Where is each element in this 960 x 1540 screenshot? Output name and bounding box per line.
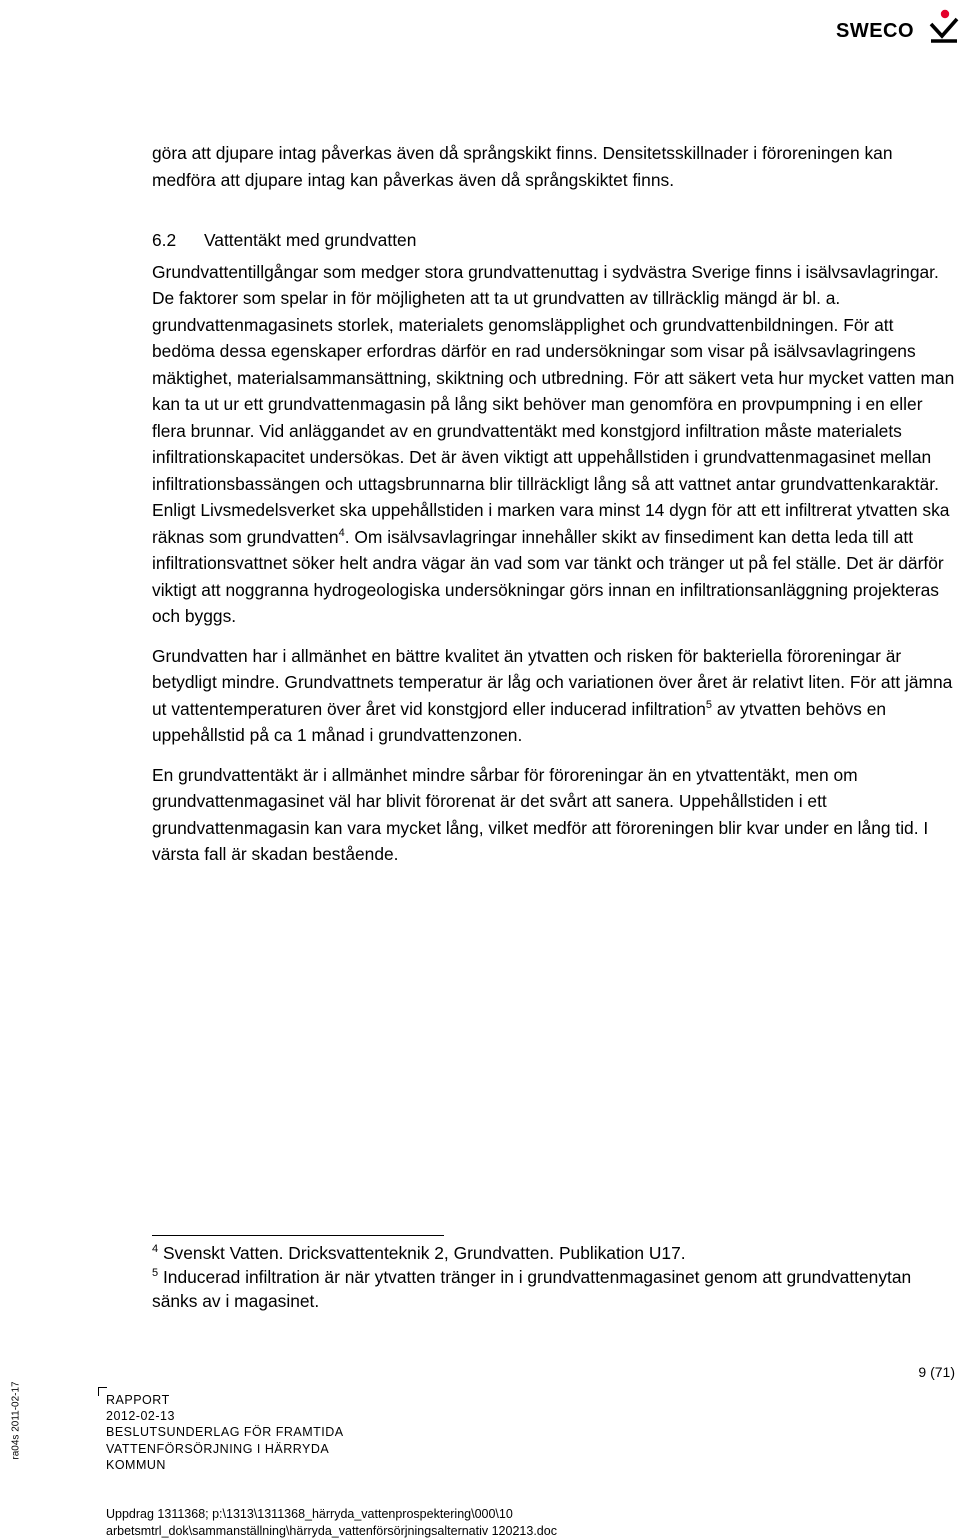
doc-title-line: KOMMUN (106, 1457, 166, 1472)
footnote-item (152, 1241, 912, 1265)
file-path-line: Uppdrag 1311368; p:\1313\1311368_härryda_vattenprospektering\000\10 (106, 1507, 513, 1521)
paragraph-text: av ytvatten behövs en uppehållstid på ca 1 månad i grundvattenzonen. (152, 698, 887, 745)
paragraph-vulnerability: En grundvattentäkt är i allmänhet mindre sårbar för föroreningar än en ytvattentäkt, men om grundvattenmagasinet väl har blivit förorenat är det svårt att sanera. Uppehållstiden i ett grundvattenmagasin kan vara mycket lång, vilket medför att föroreningen blir kvar under en lång tid. I värsta fall är skadan bestående. (152, 764, 929, 864)
paragraph-intro: göra att djupare intag påverkas även då språngskikt finns. Densitetsskillnader i föroreningen kan medföra att djupare intag kan påverkas även då språngskiktet finns. (152, 143, 893, 190)
document-meta (106, 1392, 344, 1473)
paragraph-groundwater (152, 259, 960, 630)
body-text (152, 140, 960, 868)
doc-title-line: BESLUTSUNDERLAG FÖR FRAMTIDA (106, 1425, 344, 1440)
template-code: ra04s 2011-02-17 (10, 1381, 22, 1460)
logo-text: SWECO (836, 20, 915, 42)
footnote-ref-4[interactable]: 4 (338, 526, 345, 539)
file-path (106, 1506, 557, 1539)
doc-date: 2012-02-13 (106, 1409, 175, 1424)
paragraph-text: Grundvatten har i allmänhet en bättre kvalitet än ytvatten och risken för bakteriella föroreningar är betydligt mindre. Grundvattnets temperatur är låg och variationen över året är relativt liten. För att jämna ut vattentemperaturen över året vid konstgjord eller inducerad infiltration (152, 645, 953, 719)
file-path-line: arbetsmtrl_dok\sammanställning\härryda_vattenförsörjningsalternativ 120213.doc (106, 1523, 557, 1538)
footnote-divider (152, 1235, 444, 1236)
section-title: Vattentäkt med grundvatten (204, 230, 417, 250)
paragraph-text: . Om isälvsavlagringar innehåller skikt av finsediment kan detta leda till att infiltrationsvattnet söker helt andra vägar än vad som var tänkt och tränger ut på fel ställe. Det är därför viktigt att noggranna hydrogeologiska undersökningar görs innan en infiltrationsanläggning projekteras och byggs. (152, 526, 944, 626)
footnote-number: 5 (152, 1267, 159, 1279)
section-number: 6.2 (152, 230, 177, 250)
footnotes (152, 1241, 912, 1313)
footnote-text: Svenskt Vatten. Dricksvattenteknik 2, Grundvatten. Publikation U17. (158, 1243, 686, 1263)
footnote-item (152, 1265, 912, 1313)
doc-title-line: VATTENFÖRSÖRJNING I HÄRRYDA (106, 1441, 330, 1456)
footnote-number: 4 (152, 1243, 159, 1255)
sweco-logo (832, 8, 960, 48)
footnote-text: Inducerad infiltration är när ytvatten tränger in i grundvattenmagasinet genom att grundvattenytan sänks av i magasinet. (152, 1267, 912, 1311)
footnote-ref-5[interactable]: 5 (705, 698, 713, 711)
paragraph-quality (152, 643, 960, 749)
paragraph-text: Grundvattentillgångar som medger stora grundvattenuttag i sydvästra Sverige finns i isälvsavlagringar. De faktorer som spelar in för möjligheten att ta ut grundvatten av tillräcklig mängd är bl. a. grundvattenmagasinets storlek, materialets genomsläpplighet och grundvattenbildningen. För att bedöma dessa egenskaper erfordras därför en rad undersökningar som visar på isälvsavlagringens mäktighet, materialsammansättning, skiktning och utbredning. För att säkert veta hur mycket vatten man kan ta ut ur ett grundvattenmagasin på lång sikt behöver man genomföra en provpumpning i en eller flera brunnar. Vid anläggandet av en grundvattentäkt med konstgjord infiltration måste materialets infiltrationskapacitet undersökas. Det är även viktigt att uppehållstiden i grundvattenmagasinet mellan infiltrationsbassängen och uttagsbrunnarna blir tillräckligt lång så att vattnet antar grundvattenkaraktär. Enligt Livsmedelsverket ska uppehållstiden i marken vara minst 14 dygn för att ett infiltrerat ytvatten ska räknas som grundvatten (152, 261, 955, 547)
page-number: 9 (71) (918, 1364, 955, 1380)
sweco-logo-icon (928, 8, 960, 44)
doc-type: RAPPORT (106, 1393, 170, 1407)
section-heading (152, 227, 960, 254)
